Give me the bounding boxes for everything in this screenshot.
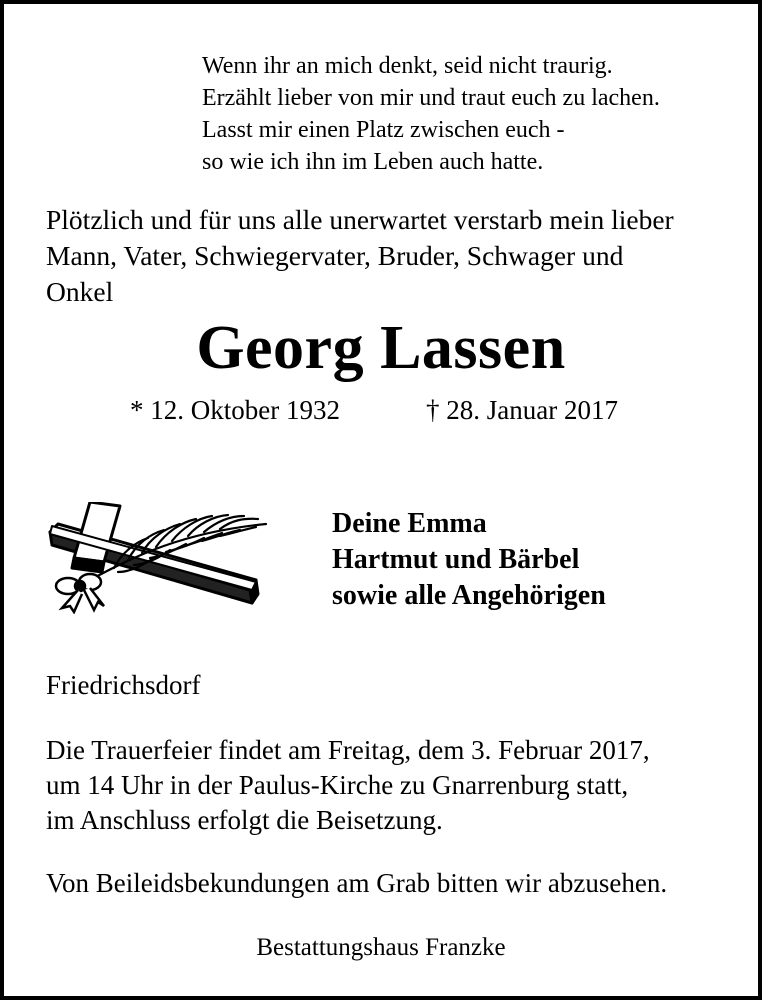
condolence-note: Von Beileidsbekundungen am Grab bitten wir abzusehen.: [46, 868, 668, 898]
funeral-info: [46, 733, 650, 838]
undertaker: Bestattungshaus Franzke: [256, 934, 506, 961]
funeral-line: um 14 Uhr in der Paulus-Kirche zu Gnarrenburg statt,: [46, 770, 629, 800]
funeral-line: im Anschluss erfolgt die Beisetzung.: [46, 805, 443, 835]
intro-line: Onkel: [46, 276, 114, 307]
mourners: [332, 506, 606, 614]
intro-text: [46, 202, 674, 310]
poem-line: so wie ich ihn im Leben auch hatte.: [202, 149, 544, 175]
funeral-line: Die Trauerfeier findet am Freitag, dem 3. Februar 2017,: [46, 735, 650, 765]
intro-line: Mann, Vater, Schwiegervater, Bruder, Schwager und: [46, 240, 624, 271]
deceased-name: Georg Lassen: [196, 314, 566, 382]
place: Friedrichsdorf: [46, 670, 201, 700]
intro-line: Plötzlich und für uns alle unerwartet verstarb mein lieber: [46, 204, 674, 235]
poem: [202, 50, 660, 178]
cross-with-palm-branch-icon: [44, 502, 272, 614]
poem-line: Erzählt lieber von mir und traut euch zu lachen.: [202, 85, 660, 111]
mourner-line: sowie alle Angehörigen: [332, 580, 606, 611]
birth-date: * 12. Oktober 1932: [130, 395, 340, 425]
mourner-line: Hartmut und Bärbel: [332, 544, 580, 575]
poem-line: Wenn ihr an mich denkt, seid nicht traurig.: [202, 53, 613, 79]
death-date: † 28. Januar 2017: [426, 395, 618, 425]
poem-line: Lasst mir einen Platz zwischen euch -: [202, 117, 565, 143]
mourner-line: Deine Emma: [332, 508, 487, 539]
